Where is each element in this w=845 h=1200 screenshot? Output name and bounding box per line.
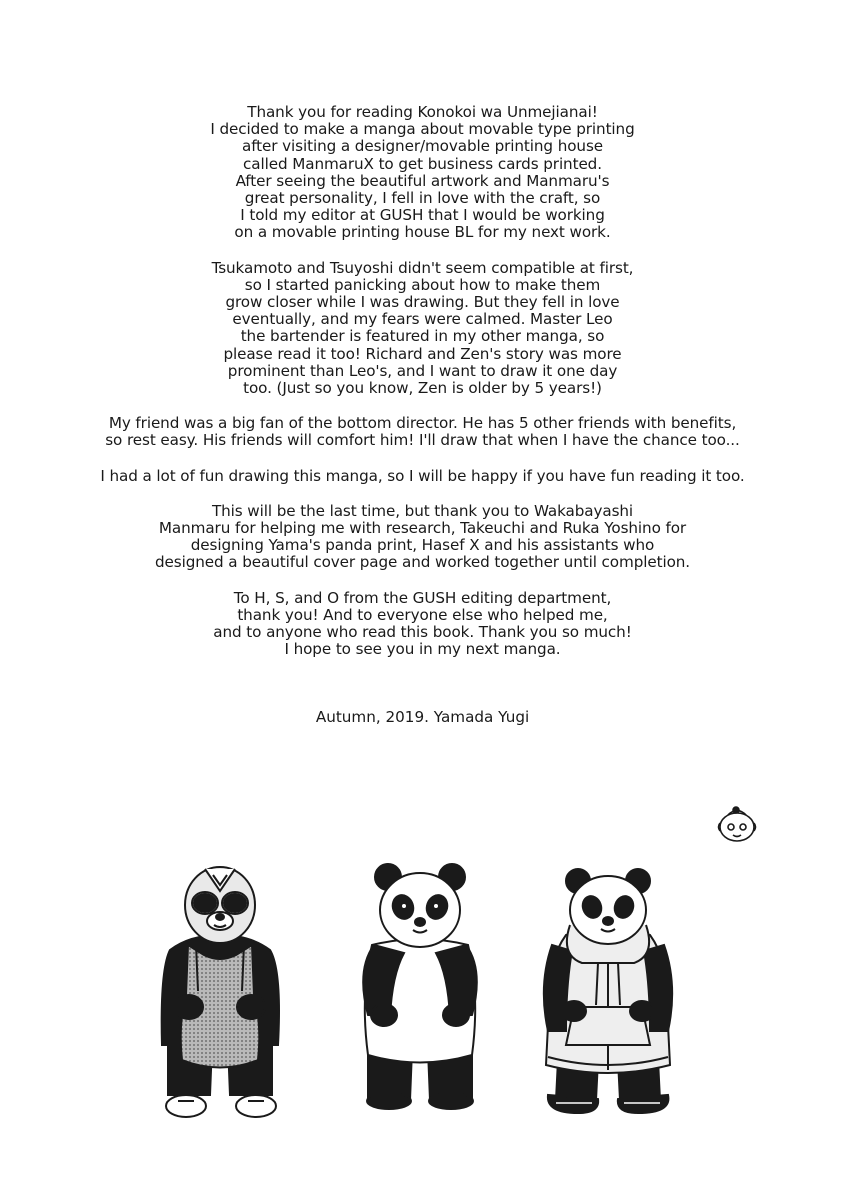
text-line: designed a beautiful cover page and worked together until completion. [154, 553, 691, 572]
afterword-paragraph-3 [60, 415, 785, 449]
text-line: so rest easy. His friends will comfort him! I'll draw that when I have the chance too... [105, 431, 740, 450]
text-line: called ManmaruX to get business cards printed. [243, 154, 602, 173]
text-line: designing Yama's panda print, Hasef X and his assistants who [190, 536, 655, 555]
afterword-paragraph-6 [60, 590, 785, 659]
afterword-paragraph-1 [60, 104, 785, 242]
text-line: I decided to make a manga about movable type printing [210, 120, 635, 139]
text-line: I had a lot of fun drawing this manga, so I will be happy if you have fun reading it too. [100, 466, 745, 485]
text-line: Tsukamoto and Tsuyoshi didn't seem compatible at first, [211, 258, 634, 277]
text-line: on a movable printing house BL for my next work. [234, 223, 611, 242]
plain-panda-figure [363, 864, 477, 1109]
text-line: grow closer while I was drawing. But they fell in love [225, 293, 620, 312]
author-face-doodle-icon [719, 807, 756, 841]
hoodie-panda-figure [544, 869, 672, 1113]
signature: Autumn, 2019. Yamada Yugi [315, 708, 530, 726]
afterword-text [60, 104, 785, 676]
text-line: too. (Just so you know, Zen is older by 5 years!) [243, 379, 602, 398]
panda-illustration [0, 795, 845, 1135]
wrestler-panda-figure [162, 867, 279, 1117]
text-line: This will be the last time, but thank you to Wakabayashi [211, 501, 634, 520]
text-line: the bartender is featured in my other manga, so [240, 327, 605, 346]
afterword-paragraph-5 [60, 503, 785, 572]
text-line: My friend was a big fan of the bottom director. He has 5 other friends with benefits, [108, 414, 737, 433]
afterword-paragraph-4 [60, 468, 785, 485]
text-line: To H, S, and O from the GUSH editing department, [233, 588, 612, 607]
text-line: Thank you for reading Konokoi wa Unmejianai! [247, 103, 598, 121]
text-line: and to anyone who read this book. Thank you so much! [213, 623, 632, 642]
text-line: please read it too! Richard and Zen's story was more [223, 344, 622, 363]
text-line: I told my editor at GUSH that I would be working [240, 206, 605, 225]
text-line: prominent than Leo's, and I want to draw it one day [227, 361, 618, 380]
afterword-paragraph-2 [60, 260, 785, 398]
text-line: Manmaru for helping me with research, Takeuchi and Ruka Yoshino for [158, 519, 687, 538]
text-line: After seeing the beautiful artwork and Manmaru's [235, 171, 610, 190]
text-line: thank you! And to everyone else who helped me, [237, 605, 608, 624]
text-line: after visiting a designer/movable printing house [242, 137, 603, 156]
text-line: great personality, I fell in love with the craft, so [244, 189, 601, 208]
text-line: I hope to see you in my next manga. [284, 640, 561, 659]
text-line: so I started panicking about how to make them [244, 275, 601, 294]
text-line: eventually, and my fears were calmed. Master Leo [232, 310, 613, 329]
